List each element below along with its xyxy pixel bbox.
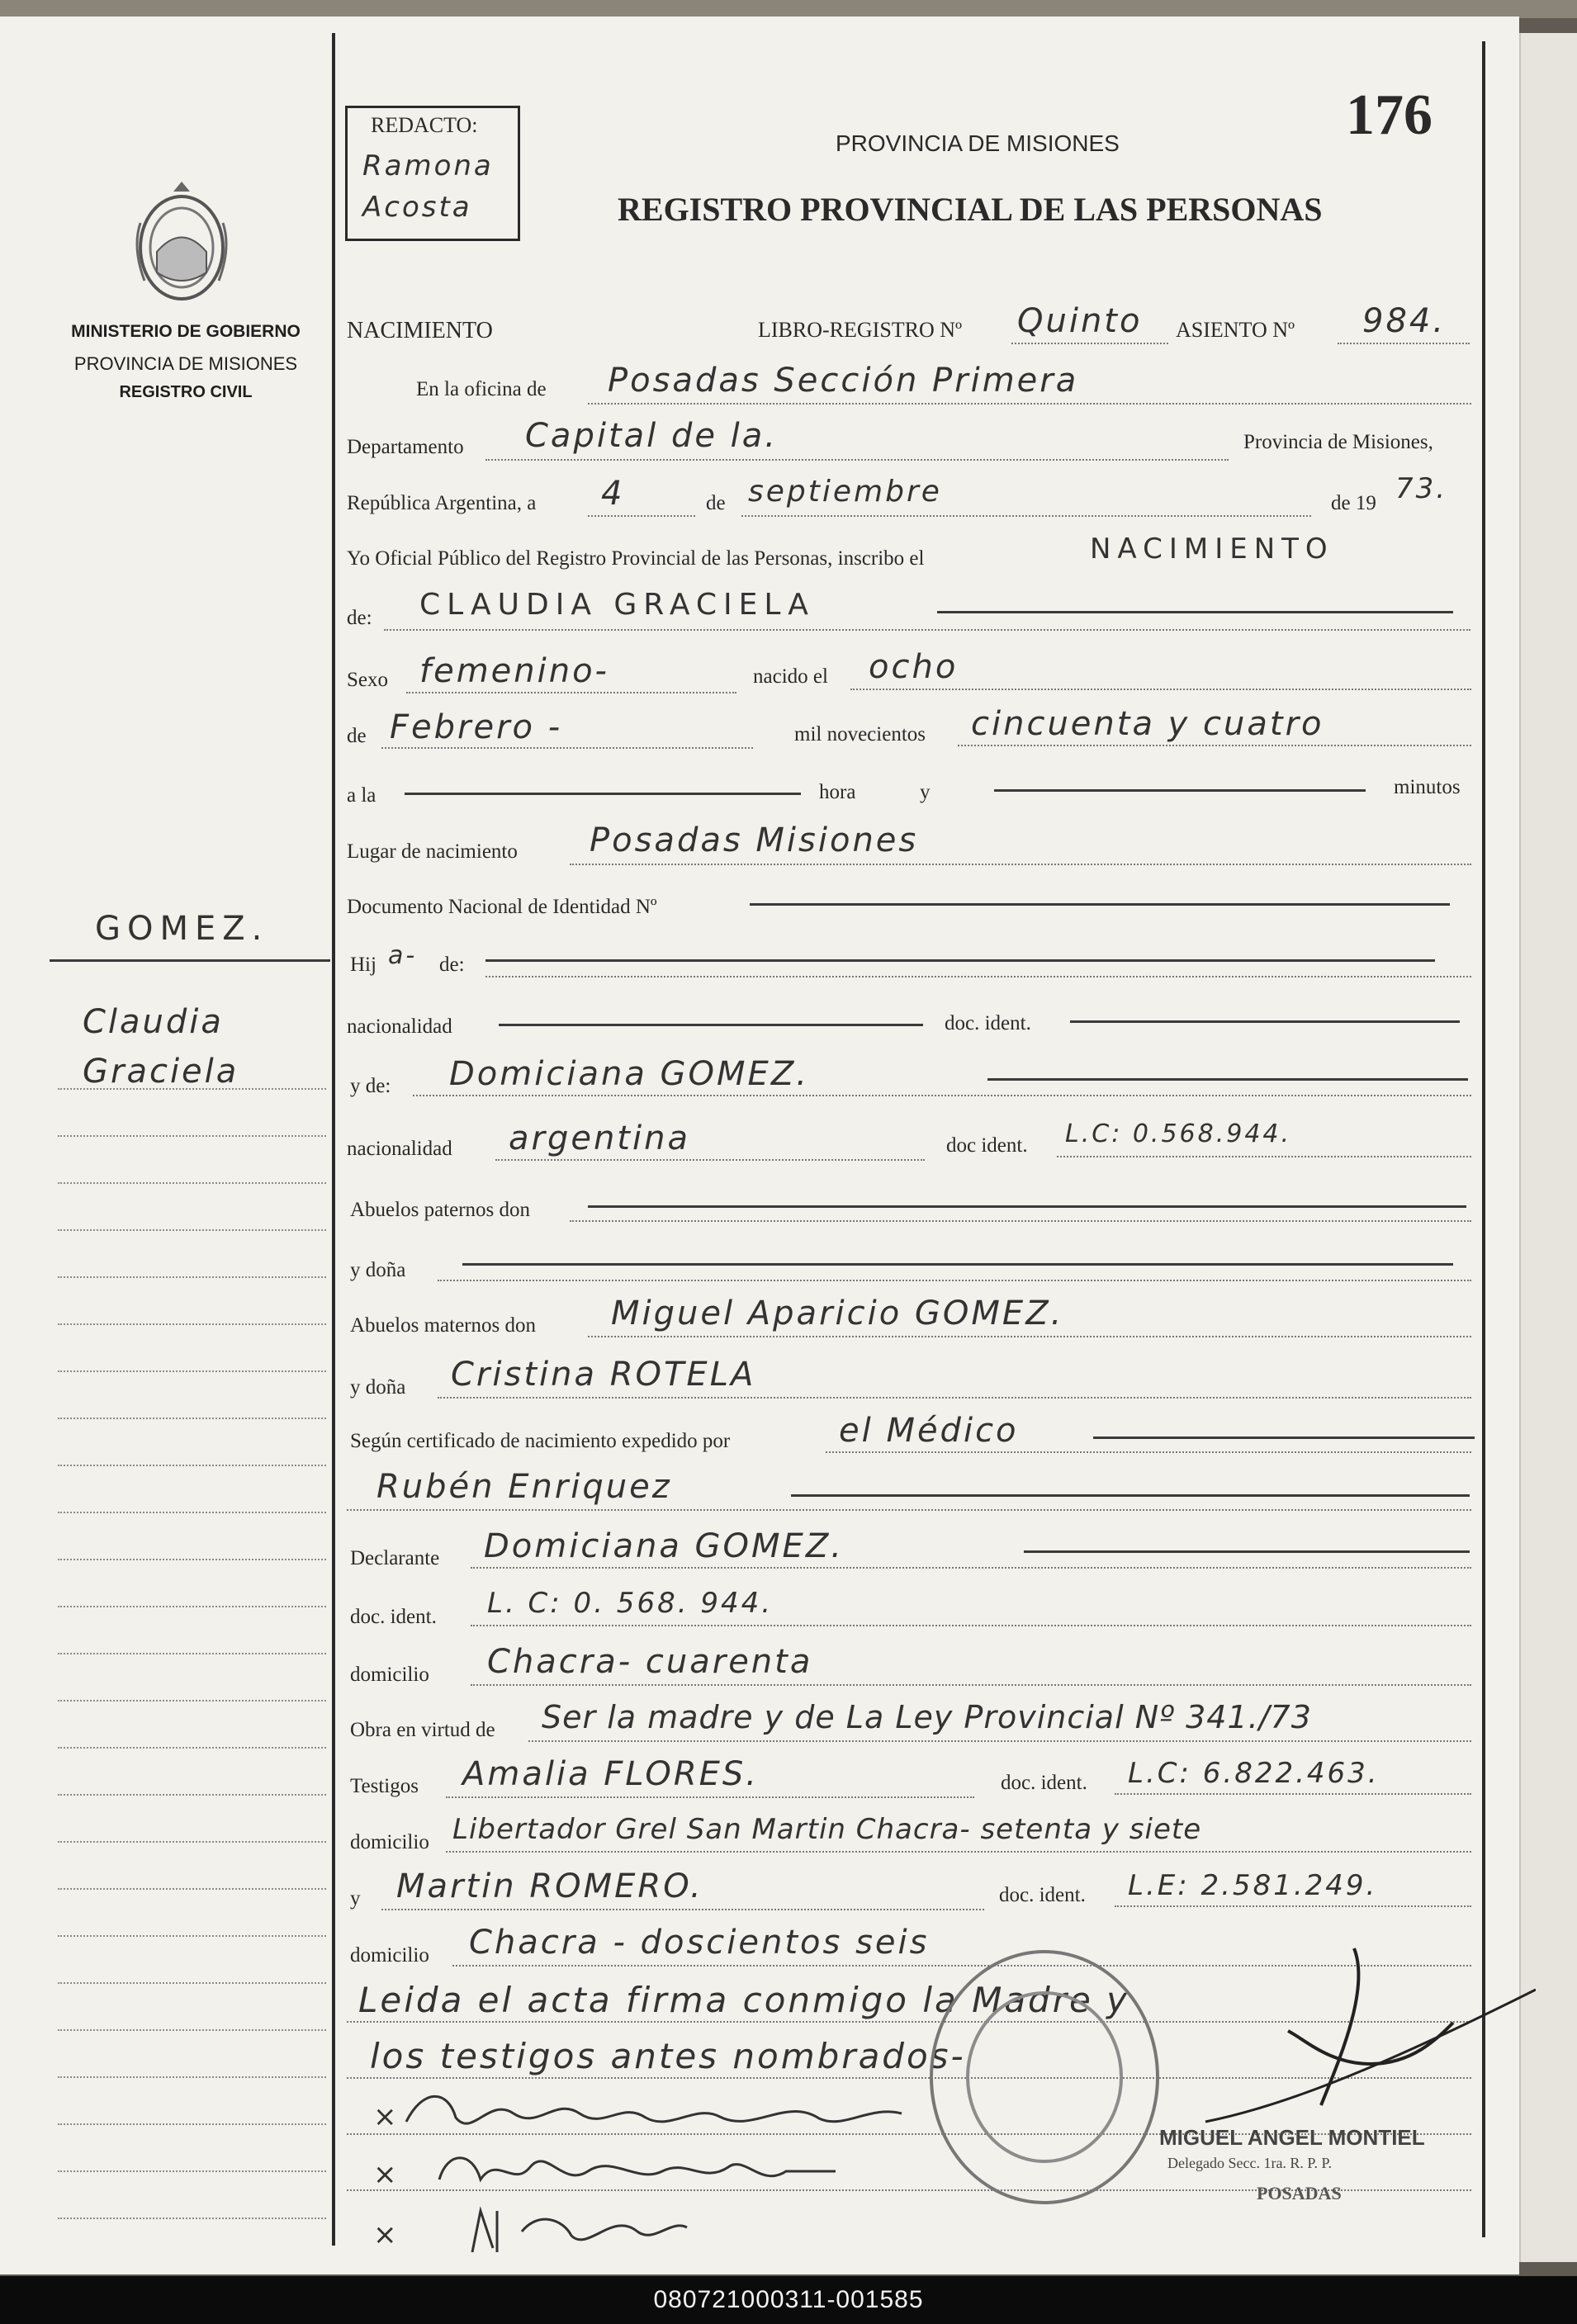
de-mes-label: de <box>347 725 367 747</box>
right-border <box>1482 41 1485 2237</box>
asiento-value: 984. <box>1362 302 1447 340</box>
domicilio-declarante-label: domicilio <box>350 1664 429 1686</box>
nombre-value: CLAUDIA GRACIELA <box>419 588 815 622</box>
declarante-rule <box>1024 1550 1470 1553</box>
nacionalidad-padre-label: nacionalidad <box>347 1015 452 1038</box>
coat-of-arms-icon <box>124 173 239 314</box>
docident-declarante-value: L. C: 0. 568. 944. <box>487 1587 774 1620</box>
signature-official-icon <box>1189 1940 1536 2155</box>
redacto-name-1: Ramona <box>362 149 494 182</box>
nacionalidad-madre-label: nacionalidad <box>347 1138 452 1160</box>
docident-padre-rule <box>1070 1020 1460 1023</box>
obra-label: Obra en virtud de <box>350 1719 495 1741</box>
mil-label: mil novecientos <box>794 723 926 745</box>
abuela-materna-value: Cristina ROTELA <box>451 1356 756 1394</box>
hijo-label: Hij <box>350 954 376 976</box>
departamento-label: Departamento <box>347 436 464 458</box>
ydona-paterna-rule <box>462 1263 1453 1266</box>
segun-rule <box>1093 1437 1475 1439</box>
medico-line <box>347 1509 1471 1511</box>
lugar-value: Posadas Misiones <box>590 821 919 859</box>
mil-line <box>958 745 1471 746</box>
stamp-name: MIGUEL ANGEL MONTIEL <box>1159 2125 1425 2150</box>
asiento-label: ASIENTO Nº <box>1176 318 1295 342</box>
margin-ruled-line <box>58 1229 326 1231</box>
margin-ruled-line <box>58 1323 326 1325</box>
domicilio-testigo2-label: domicilio <box>350 1944 429 1967</box>
libro-value: Quinto <box>1017 302 1143 340</box>
margin-ruled-line <box>58 1606 326 1607</box>
domicilio-declarante-value: Chacra- cuarenta <box>487 1643 813 1681</box>
margin-column <box>0 17 330 2274</box>
domicilio-testigo1-value: Libertador Grel San Martin Chacra- setenta y siete <box>452 1813 1202 1846</box>
hijo-suffix: a- <box>388 941 418 970</box>
asiento-line <box>1338 343 1470 344</box>
margin-ruled-line <box>58 2123 326 2125</box>
hijo-de-label: de: <box>439 954 465 976</box>
margin-ruled-line <box>58 1135 326 1137</box>
redacto-name-2: Acosta <box>362 191 472 224</box>
nacionalidad-madre-value: argentina <box>509 1119 690 1157</box>
mil-value: cincuenta y cuatro <box>971 705 1324 743</box>
docident-testigo2-value: L.E: 2.581.249. <box>1128 1869 1378 1902</box>
obra-value: Ser la madre y de La Ley Provincial Nº 341./73 <box>542 1699 1312 1735</box>
sexo-value: femenino- <box>419 652 609 690</box>
hora-label: hora <box>819 781 856 803</box>
page-number: 176 <box>1346 83 1433 147</box>
margin-ruled-line <box>58 1794 326 1796</box>
margin-ruled-line <box>58 2218 326 2219</box>
testigo1-line <box>446 1796 974 1798</box>
y-label: y <box>920 781 931 803</box>
ydona-materna-label: y doña <box>350 1376 406 1399</box>
margin-surname: GOMEZ. <box>95 910 269 948</box>
libro-label: LIBRO-REGISTRO Nº <box>758 318 963 342</box>
dia-line <box>588 515 695 517</box>
padre-rule <box>485 959 1435 962</box>
medico-rule <box>791 1494 1470 1497</box>
de-label: de <box>706 492 726 514</box>
de19-label: de 19 <box>1331 492 1376 514</box>
mes-line <box>741 515 1311 517</box>
minutos-rule <box>994 789 1366 792</box>
adjacent-page-edge <box>1519 33 1577 2262</box>
signature-mother-icon <box>373 2080 918 2147</box>
oficial-value: NACIMIENTO <box>1090 532 1334 566</box>
segun-line <box>826 1451 1471 1453</box>
margin-ruled-line <box>58 1935 326 1937</box>
provincia-label: Provincia de Misiones, <box>1243 431 1433 453</box>
oficina-value: Posadas Sección Primera <box>608 362 1079 400</box>
mes-value: septiembre <box>748 475 942 509</box>
padre-line <box>485 976 1471 977</box>
ministry-heading: MINISTERIO DE GOBIERNO <box>71 322 301 341</box>
dni-label: Documento Nacional de Identidad Nº <box>347 896 657 918</box>
abuelo-materno-value: Miguel Aparicio GOMEZ. <box>611 1295 1064 1332</box>
segun-value: el Médico <box>839 1412 1019 1450</box>
closing-line-1: Leida el acta firma conmigo la Madre y <box>358 1980 1130 2020</box>
de-nombre-label: de: <box>347 607 372 629</box>
margin-ruled-line <box>58 2029 326 2031</box>
declarante-line <box>471 1567 1471 1569</box>
domicilio-testigo1-line <box>446 1851 1471 1853</box>
abuelos-paternos-line <box>570 1220 1471 1222</box>
sexo-label: Sexo <box>347 669 388 691</box>
mes-nacimiento-value: Febrero - <box>390 708 563 746</box>
docident-testigo2-line <box>1115 1905 1471 1907</box>
nacido-line <box>850 689 1471 690</box>
margin-ruled-line <box>58 1418 326 1419</box>
hora-rule <box>405 793 801 795</box>
abuelo-materno-line <box>588 1336 1471 1337</box>
margin-ruled-line <box>58 1653 326 1654</box>
oficina-line <box>588 403 1471 405</box>
margin-given-name-2: Graciela <box>83 1053 239 1091</box>
margin-ruled-line <box>58 1465 326 1466</box>
docident-madre-label: doc ident. <box>946 1134 1028 1157</box>
mes-nacimiento-line <box>381 747 753 749</box>
margin-ruled-line <box>58 1182 326 1184</box>
docident-madre-value: L.C: 0.568.944. <box>1065 1119 1292 1148</box>
nacionalidad-padre-rule <box>499 1024 923 1026</box>
margin-given-name-1: Claudia <box>83 1003 224 1041</box>
margin-surname-rule <box>50 959 330 962</box>
docident-testigo1-label: doc. ident. <box>1001 1772 1087 1794</box>
ala-label: a la <box>347 784 376 807</box>
footer-bar <box>0 2276 1577 2324</box>
domicilio-declarante-line <box>471 1684 1471 1686</box>
docident-declarante-line <box>471 1625 1471 1626</box>
signature-witness2-icon <box>373 2194 786 2260</box>
departamento-line <box>485 459 1229 461</box>
departamento-value: Capital de la. <box>525 417 779 455</box>
stamp-city: POSADAS <box>1257 2183 1342 2203</box>
margin-ruled-line <box>58 1276 326 1278</box>
nacido-label: nacido el <box>753 665 828 688</box>
domicilio-testigo1-label: domicilio <box>350 1831 429 1853</box>
top-edge <box>0 0 1577 18</box>
svg-text:×: × <box>373 2100 397 2133</box>
madre-line <box>413 1095 1471 1096</box>
official-seal-inner <box>966 1991 1123 2163</box>
ministry-civil-registry: REGISTRO CIVIL <box>119 383 253 401</box>
oficina-label: En la oficina de <box>416 378 547 400</box>
redacto-box <box>345 106 520 241</box>
official-seal <box>930 1950 1159 2204</box>
document-id: 080721000311-001585 <box>653 2286 924 2313</box>
svg-text:×: × <box>373 2218 397 2251</box>
abuelos-maternos-label: Abuelos maternos don <box>350 1314 536 1337</box>
declarante-value: Domiciana GOMEZ. <box>484 1527 844 1565</box>
ydona-paterna-line <box>438 1280 1471 1281</box>
margin-ruled-line <box>58 1512 326 1513</box>
testigo2-value: Martin ROMERO. <box>396 1867 703 1905</box>
nacionalidad-madre-line <box>495 1159 925 1161</box>
ministry-province: PROVINCIA DE MISIONES <box>73 353 298 374</box>
declarante-label: Declarante <box>350 1547 440 1569</box>
nombre-rule <box>937 611 1453 613</box>
margin-ruled-line <box>58 1888 326 1890</box>
docident-testigo1-value: L.C: 6.822.463. <box>1128 1757 1380 1790</box>
docident-declarante-label: doc. ident. <box>350 1606 437 1628</box>
docident-padre-label: doc. ident. <box>945 1012 1031 1034</box>
madre-rule <box>987 1078 1468 1081</box>
docident-testigo2-label: doc. ident. <box>999 1884 1086 1906</box>
nombre-line <box>384 629 1470 631</box>
abuelos-paternos-rule <box>588 1205 1466 1208</box>
testigo2-line <box>381 1909 984 1910</box>
margin-ruled-line <box>58 1370 326 1372</box>
libro-line <box>1011 343 1168 344</box>
registry-heading: REGISTRO PROVINCIAL DE LAS PERSONAS <box>618 191 1323 228</box>
margin-ruled-line <box>58 1700 326 1702</box>
dia-value: 4 <box>601 475 625 513</box>
margin-ruled-line <box>58 1747 326 1749</box>
medico-value: Rubén Enriquez <box>376 1468 672 1506</box>
domicilio-testigo2-value: Chacra - doscientos seis <box>469 1924 930 1962</box>
margin-ruled-line <box>58 2076 326 2078</box>
svg-text:×: × <box>373 2158 397 2191</box>
stamp-title: Delegado Secc. 1ra. R. P. P. <box>1167 2155 1332 2171</box>
docident-testigo1-line <box>1115 1793 1471 1795</box>
abuela-materna-line <box>438 1397 1471 1399</box>
lugar-label: Lugar de nacimiento <box>347 840 518 863</box>
dni-rule <box>750 903 1450 906</box>
docident-madre-line <box>1057 1156 1471 1157</box>
nacimiento-label: NACIMIENTO <box>347 318 493 343</box>
obra-line <box>528 1740 1471 1742</box>
margin-ruled-line <box>58 1841 326 1843</box>
abuelos-paternos-label: Abuelos paternos don <box>350 1199 531 1221</box>
minutos-label: minutos <box>1394 776 1461 798</box>
segun-label: Según certificado de nacimiento expedido por <box>350 1430 731 1452</box>
sexo-line <box>406 692 736 693</box>
ydona-paterna-label: y doña <box>350 1259 406 1281</box>
madre-value: Domiciana GOMEZ. <box>449 1055 809 1093</box>
testigo1-value: Amalia FLORES. <box>462 1755 760 1793</box>
oficial-label: Yo Oficial Público del Registro Provincial de las Personas, inscribo el <box>347 547 925 570</box>
y-testigo2-label: y <box>350 1887 361 1910</box>
nacido-value: ocho <box>869 648 959 686</box>
margin-ruled-line <box>58 1559 326 1560</box>
anio-value: 73. <box>1395 472 1448 505</box>
lugar-line <box>570 864 1471 865</box>
margin-ruled-line <box>58 1088 326 1090</box>
column-divider <box>332 33 335 2246</box>
closing-line-2: los testigos antes nombrados- <box>370 2036 966 2076</box>
margin-ruled-line <box>58 2170 326 2172</box>
redacto-label: REDACTO: <box>371 113 478 137</box>
province-heading: PROVINCIA DE MISIONES <box>836 130 1120 156</box>
republica-label: República Argentina, a <box>347 492 537 514</box>
testigos-label: Testigos <box>350 1775 419 1797</box>
yde-label: y de: <box>350 1075 391 1097</box>
margin-ruled-line <box>58 1982 326 1984</box>
